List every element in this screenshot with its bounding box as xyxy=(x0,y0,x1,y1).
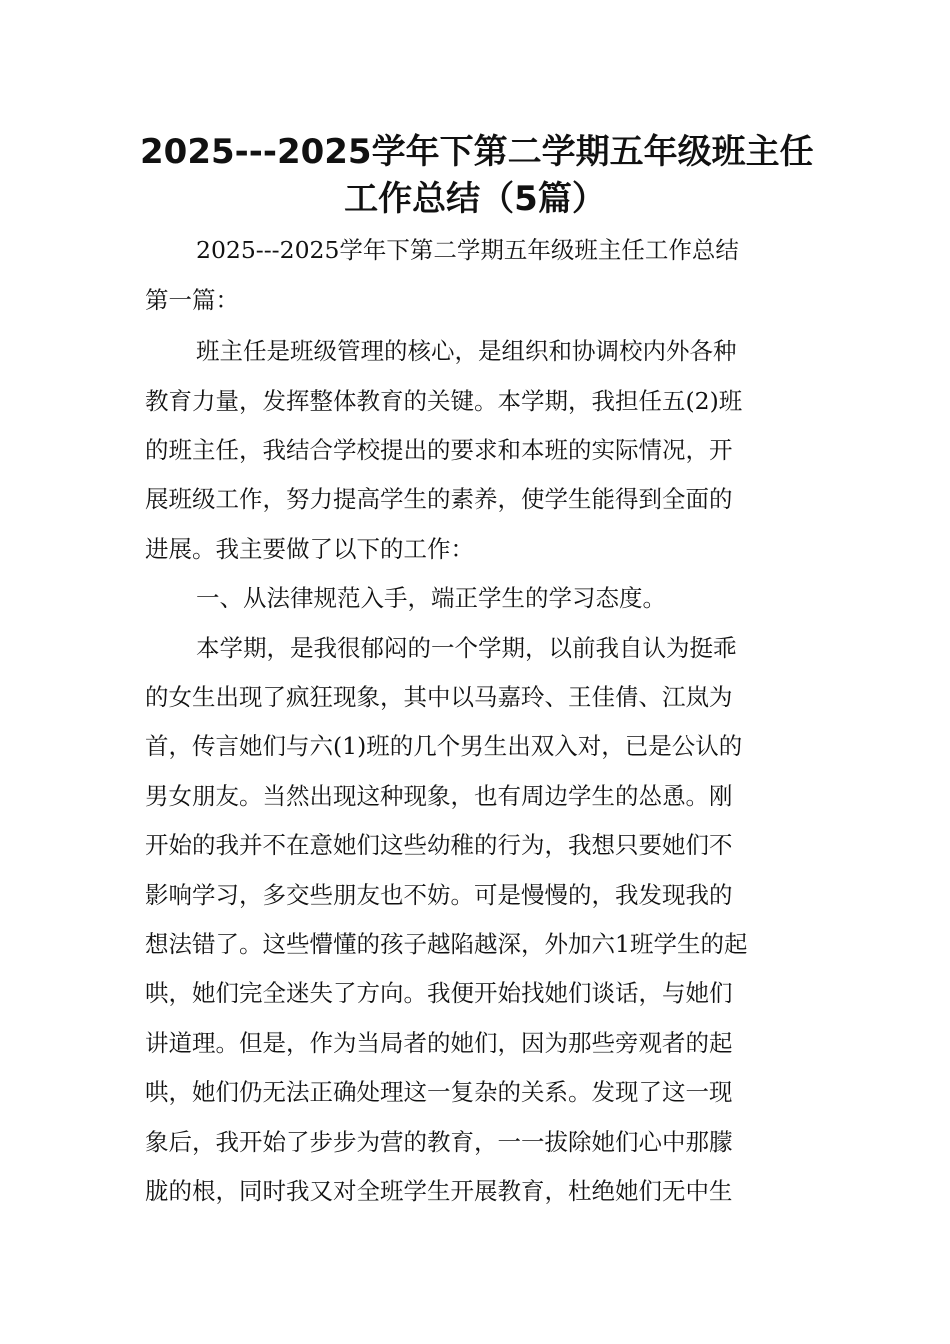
paragraph-line: 教育力量，发挥整体教育的关键。本学期，我担任五(2)班 xyxy=(145,387,743,415)
paragraph-line: 胧的根，同时我又对全班学生开展教育，杜绝她们无中生 xyxy=(145,1177,733,1205)
paragraph-line: 本学期，是我很郁闷的一个学期，以前我自认为挺乖 xyxy=(196,634,737,662)
document-title-line-2: 工作总结（5篇） xyxy=(344,179,606,219)
paragraph-line: 象后，我开始了步步为营的教育，一一拔除她们心中那朦 xyxy=(145,1128,733,1156)
paragraph-line: 的班主任，我结合学校提出的要求和本班的实际情况，开 xyxy=(145,436,733,464)
paragraph-line: 想法错了。这些懵懂的孩子越陷越深，外加六1班学生的起 xyxy=(145,930,748,958)
paragraph-line: 影响学习，多交些朋友也不妨。可是慢慢的，我发现我的 xyxy=(145,881,733,909)
paragraph-line: 展班级工作，努力提高学生的素养，使学生能得到全面的 xyxy=(145,485,733,513)
paragraph-line: 班主任是班级管理的核心，是组织和协调校内外各种 xyxy=(196,337,737,365)
paragraph-line: 哄，她们完全迷失了方向。我便开始找她们谈话，与她们 xyxy=(145,979,733,1007)
document-title-line-1: 2025---2025学年下第二学期五年级班主任 xyxy=(140,132,814,172)
paragraph-line: 进展。我主要做了以下的工作： xyxy=(145,535,474,563)
subtitle-line-1: 2025---2025学年下第二学期五年级班主任工作总结 xyxy=(196,236,739,264)
paragraph-line: 讲道理。但是，作为当局者的她们，因为那些旁观者的起 xyxy=(145,1029,733,1057)
section-heading: 一、从法律规范入手，端正学生的学习态度。 xyxy=(196,584,666,612)
paragraph-line: 的女生出现了疯狂现象，其中以马嘉玲、王佳倩、江岚为 xyxy=(145,683,733,711)
subtitle-line-2: 第一篇： xyxy=(145,286,239,314)
paragraph-line: 男女朋友。当然出现这种现象，也有周边学生的怂恿。刚 xyxy=(145,782,733,810)
paragraph-line: 开始的我并不在意她们这些幼稚的行为，我想只要她们不 xyxy=(145,831,733,859)
paragraph-line: 首，传言她们与六(1)班的几个男生出双入对，已是公认的 xyxy=(145,732,743,760)
paragraph-line: 哄，她们仍无法正确处理这一复杂的关系。发现了这一现 xyxy=(145,1078,733,1106)
